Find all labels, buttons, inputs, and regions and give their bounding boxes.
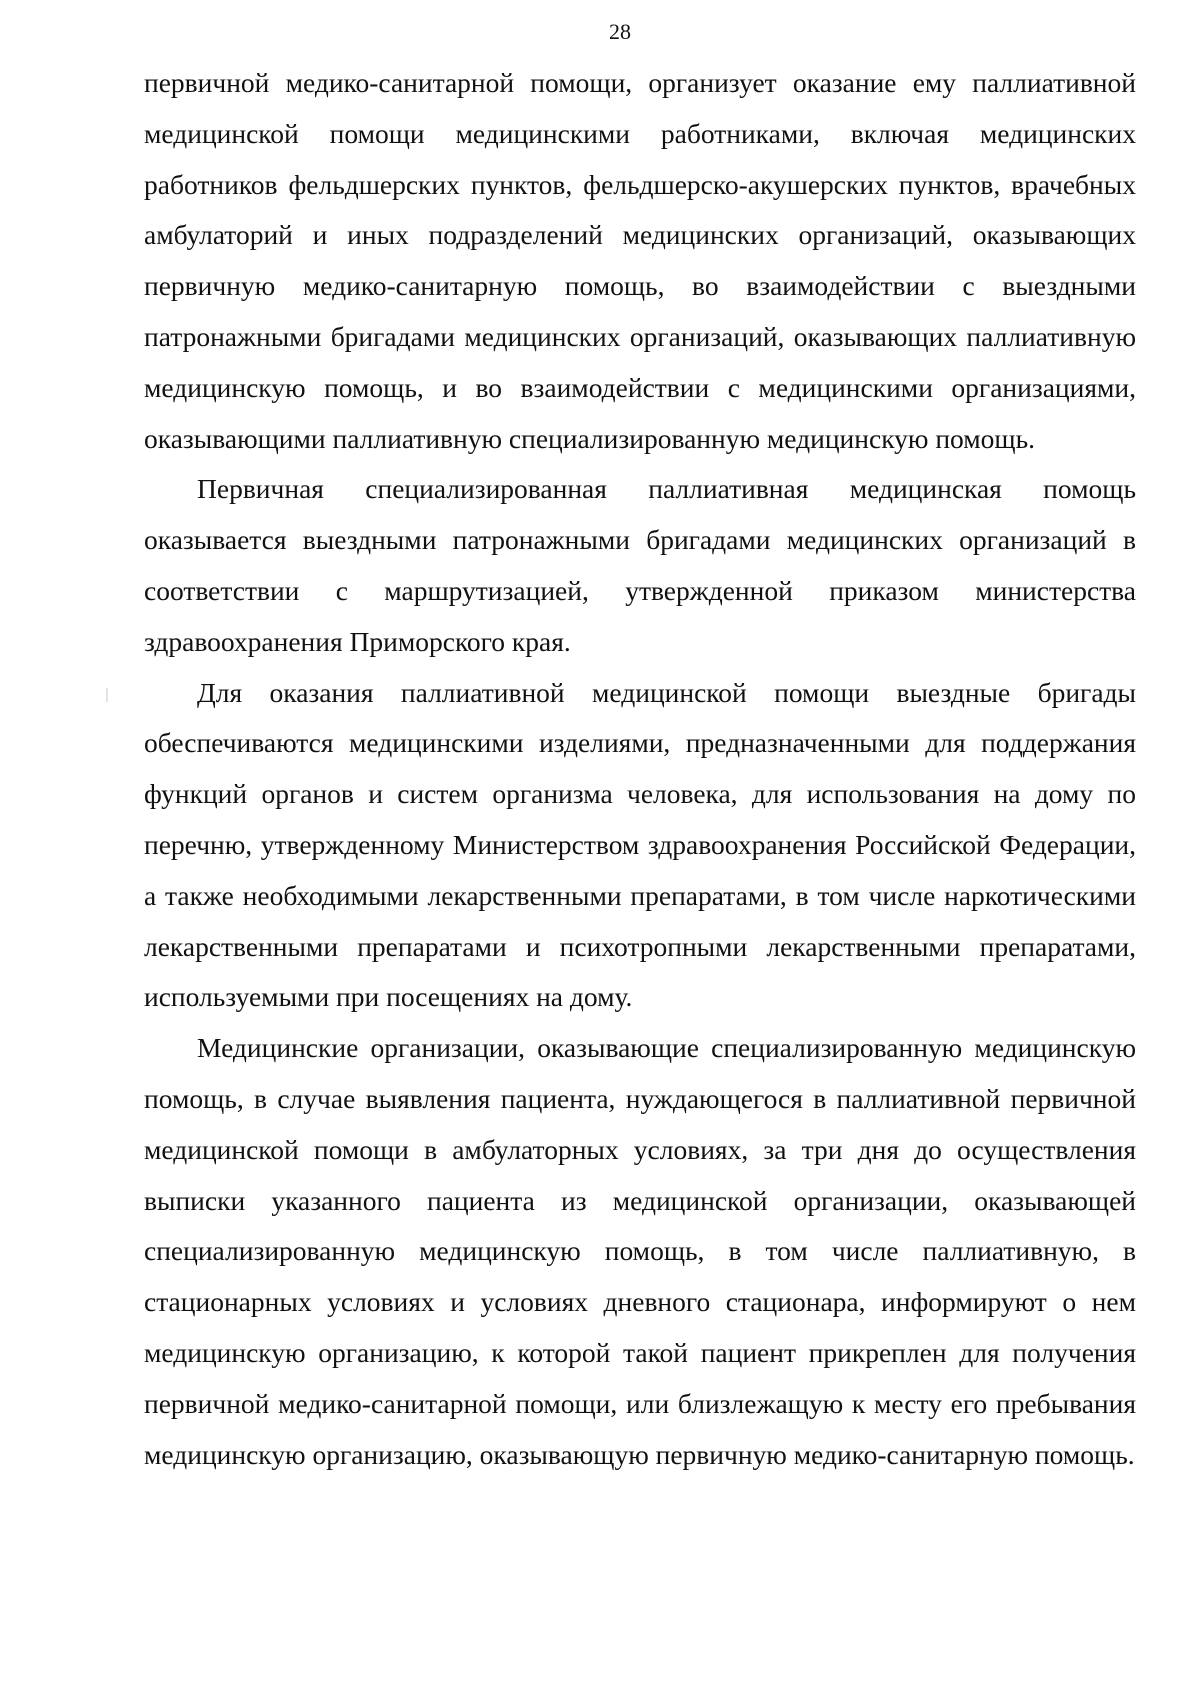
paragraph-discharge-notification: Медицинские организации, оказывающие специализированную медицинскую помощь, в случае выявления пациента, нуждающегося в паллиативной первичной медицинской помощи в амбулаторных условиях, за три дня до осуществления выписки указанного пациента из медицинской организации, оказывающей специализированную медицинскую помощь, в том числе паллиативную, в стационарных условиях и условиях дневного стационара, информируют о нем медицинскую организацию, к которой такой пациент прикреплен для получения первичной медико-санитарной помощи, или близлежащую к месту его пребывания медицинскую организацию, оказывающую первичную медико-санитарную помощь. [144, 1032, 1136, 1470]
page-number: 28 [609, 19, 631, 44]
paragraph-continuation: первичной медико-санитарной помощи, организует оказание ему паллиативной медицинской помощи медицинскими работниками, включая медицинских работников фельдшерских пунктов, фельдшерско-акушерских пунктов, врачебных амбулаторий и иных подразделений медицинских организаций, оказывающих первичную медико-санитарную помощь, во взаимодействии с выездными патронажными бригадами медицинских организаций, оказывающих паллиативную медицинскую помощь, и во взаимодействии с медицинскими организациями, оказывающими паллиативную специализированную медицинскую помощь. [144, 67, 1136, 454]
scan-artifact [106, 688, 108, 702]
document-body [144, 58, 1136, 1480]
paragraph-primary-specialized-care: Первичная специализированная паллиативная медицинская помощь оказывается выездными патронажными бригадами медицинских организаций в соответствии с маршрутизацией, утвержденной приказом министерства здравоохранения Приморского края. [144, 473, 1136, 657]
paragraph-mobile-teams-equipment: Для оказания паллиативной медицинской помощи выездные бригады обеспечиваются медицинскими изделиями, предназначенными для поддержания функций органов и систем организма человека, для использования на дому по перечню, утвержденному Министерством здравоохранения Российской Федерации, а также необходимыми лекарственными препаратами, в том числе наркотическими лекарственными препаратами и психотропными лекарственными препаратами, используемыми при посещениях на дому. [144, 676, 1136, 1013]
